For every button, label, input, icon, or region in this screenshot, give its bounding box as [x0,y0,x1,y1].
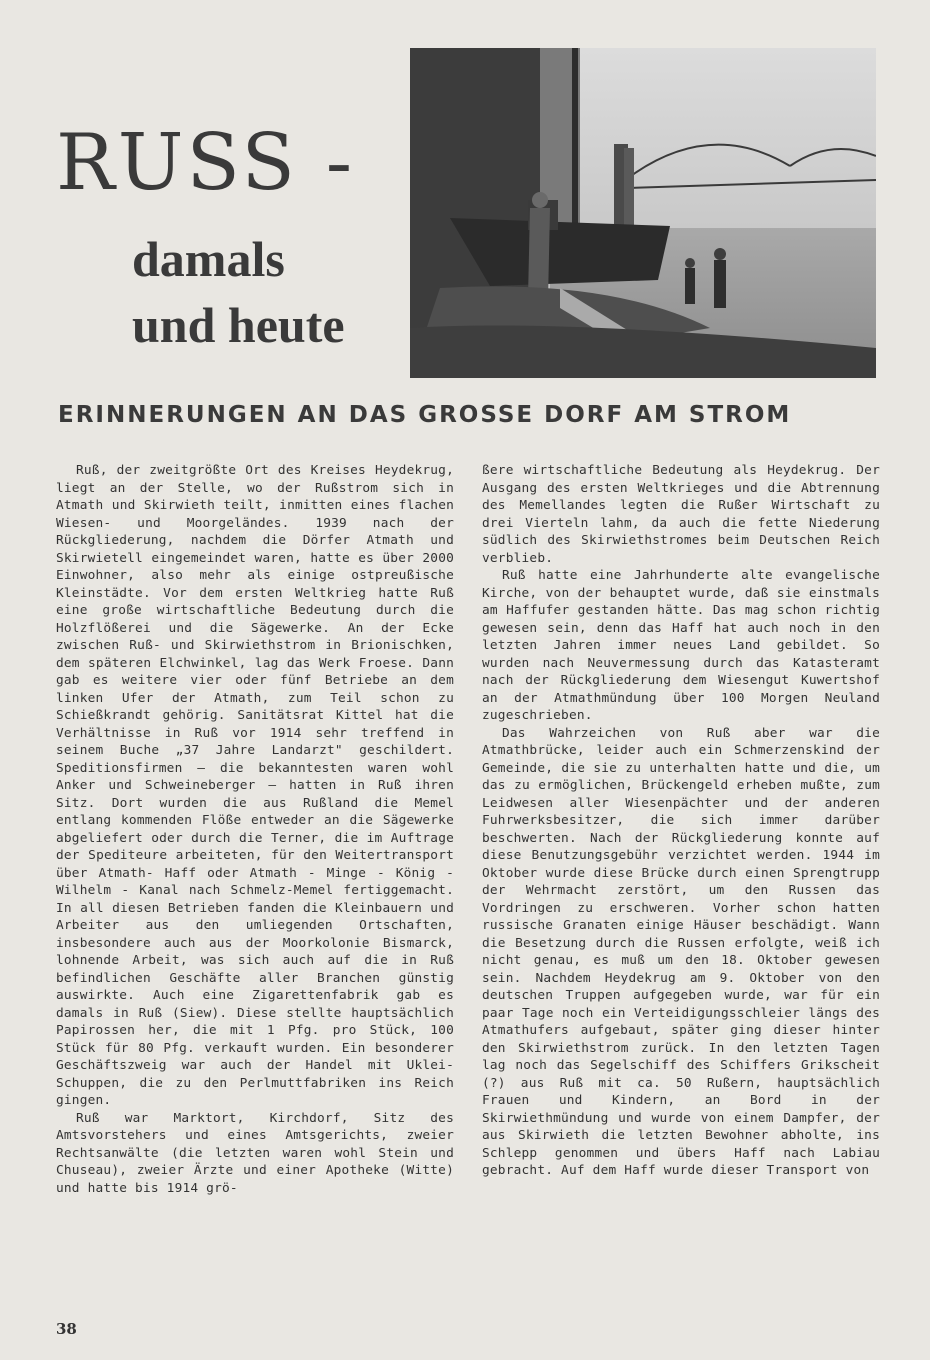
text-column-left [56,462,454,1197]
photo-river-bridge-boat [410,48,876,378]
paragraph: Ruß hatte eine Jahrhunderte alte evangelische Kirche, von der behauptet wurde, daß sie einstmals am Haffufer gestanden hätte. Das mag schon richtig gewesen sein, denn das Haff hat auch noch in den letzten Jahren immer neues Land gebildet. So wurden nach Neuvermessung durch das Katasteramt nach der Rückgliederung dem Wiesengut Kuwertshof an der Atmathmündung über 100 Morgen Neuland zugeschrieben. [482,568,880,723]
article-title: RUSS - [56,118,356,208]
paragraph: Ruß war Marktort, Kirchdorf, Sitz des Amtsvorstehers und eines Amtsgerichts, zweier Rechtsanwälte (die letzten waren wohl Stein und Chuseau), zweier Ärzte und einer Apotheke (Witte) und hatte bis 1914 grö- [56,1110,454,1196]
page-number: 38 [56,1320,77,1338]
article-title-line3: und heute [132,297,345,353]
paragraph: Das Wahrzeichen von Ruß aber war die Atmathbrücke, leider auch ein Schmerzenskind der Gemeinde, die sie zu unterhalten hatte und die, um das zu ermöglichen, Brückengeld erheben mußte, zum Leidwesen aller Wiesenpächter und der anderen Fuhrwerksbesitzer, die sich immer darüber beschwerten. Nach der Rückgliederung konnte auf diese Benutzungsgebühr verzichtet werden. 1944 im Oktober wurde diese Brücke durch einen Sprengtrupp der Wehrmacht zerstört, um den Russen das Vordringen zu erschweren. Vorher schon hatten russische Granaten einige Häuser beschädigt. Wann die Besetzung durch die Russen erfolgte, weiß ich nicht genau, es muß um den 18. Oktober gewesen sein. Nachdem Heydekrug am 9. Oktober von den deutschen Truppen aufgegeben wurde, war für ein paar Tage noch ein Verteidigungsschleier längs des Atmathufers aufgebaut, später ging dieser hinter den Skirwiethstrom zurück. In den letzten Tagen lag noch das Segelschiff des Schiffers Grikscheit (?) aus Ruß mit ca. 50 Rußern, hauptsächlich Frauen und Kindern, an Bord in der Skirwiethmündung und wurde von einem Dampfer, der aus Skirwieth die letzten Bewohner abholte, ins Schlepp genommen und übers Haff nach Labiau gebracht. Auf dem Haff wurde dieser Transport von [482,725,880,1178]
paragraph: ßere wirtschaftliche Bedeutung als Heydekrug. Der Ausgang des ersten Weltkrieges und die Abtrennung des Memellandes legten die Rußer Wirtschaft zu drei Vierteln lahm, da auch die fette Niederung südlich des Skirwiethstromes beim Deutschen Reich verblieb. [482,463,880,566]
text-column-right [482,462,880,1180]
paragraph: Ruß, der zweitgrößte Ort des Kreises Heydekrug, liegt an der Stelle, wo der Rußstrom sich in Atmath und Skirwieth teilt, inmitten eines flachen Wiesen- und Moorgeländes. 1939 nach der Rückgliederung, nachdem die Dörfer Atmath und Skirwietell eingemeindet waren, hatte es über 2000 Einwohner, also mehr als einige ostpreußische Kleinstädte. Vor dem ersten Weltkrieg hatte Ruß eine große wirtschaftliche Bedeutung durch die Holzflößerei und die Sägewerke. An der Ecke zwischen Ruß- und Skirwiethstrom in Brionischken, dem späteren Elchwinkel, lag das Werk Froese. Dann gab es weitere vier oder fünf Betriebe an dem linken Ufer der Atmath, zum Teil schon zu Schießkrandt gehörig. Sanitätsrat Kittel hat die Verhältnisse in Ruß vor 1914 sehr treffend in seinem Buche „37 Jahre Landarzt" geschildert. Speditionsfirmen — die bekanntesten waren wohl Anker und Schweineberger — hatten in Ruß ihren Sitz. Dort wurden die aus Rußland die Memel entlang kommenden Flöße entweder an die Sägewerke abgeliefert oder durch die Terner, die im Auftrage der Spediteure arbeiteten, für den Weitertransport über Atmath- Haff oder Atmath - Minge - König - Wilhelm - Kanal nach Schmelz-Memel fertiggemacht. In all diesen Betrieben fanden die Kleinbauern und Arbeiter aus den umliegenden Ortschaften, insbesondere auch aus der Moorkolonie Bismarck, lohnende Arbeit, was sich auch auf die in Ruß befindlichen Geschäfte aller Branchen günstig auswirkte. Auch eine Zigarettenfabrik gab es damals in Ruß (Siew). Diese stellte hauptsächlich Papirossen her, die mit 1 Pfg. pro Stück, 100 Stück für 80 Pfg. verkauft wurden. Ein besonderer Geschäftszweig war auch der Handel mit Uklei-Schuppen, die zu den Perlmuttfabriken ins Reich gingen. [56,463,454,1108]
article-title-line2: damals [132,231,285,287]
article-subheading: ERINNERUNGEN AN DAS GROSSE DORF AM STROM [58,402,792,428]
